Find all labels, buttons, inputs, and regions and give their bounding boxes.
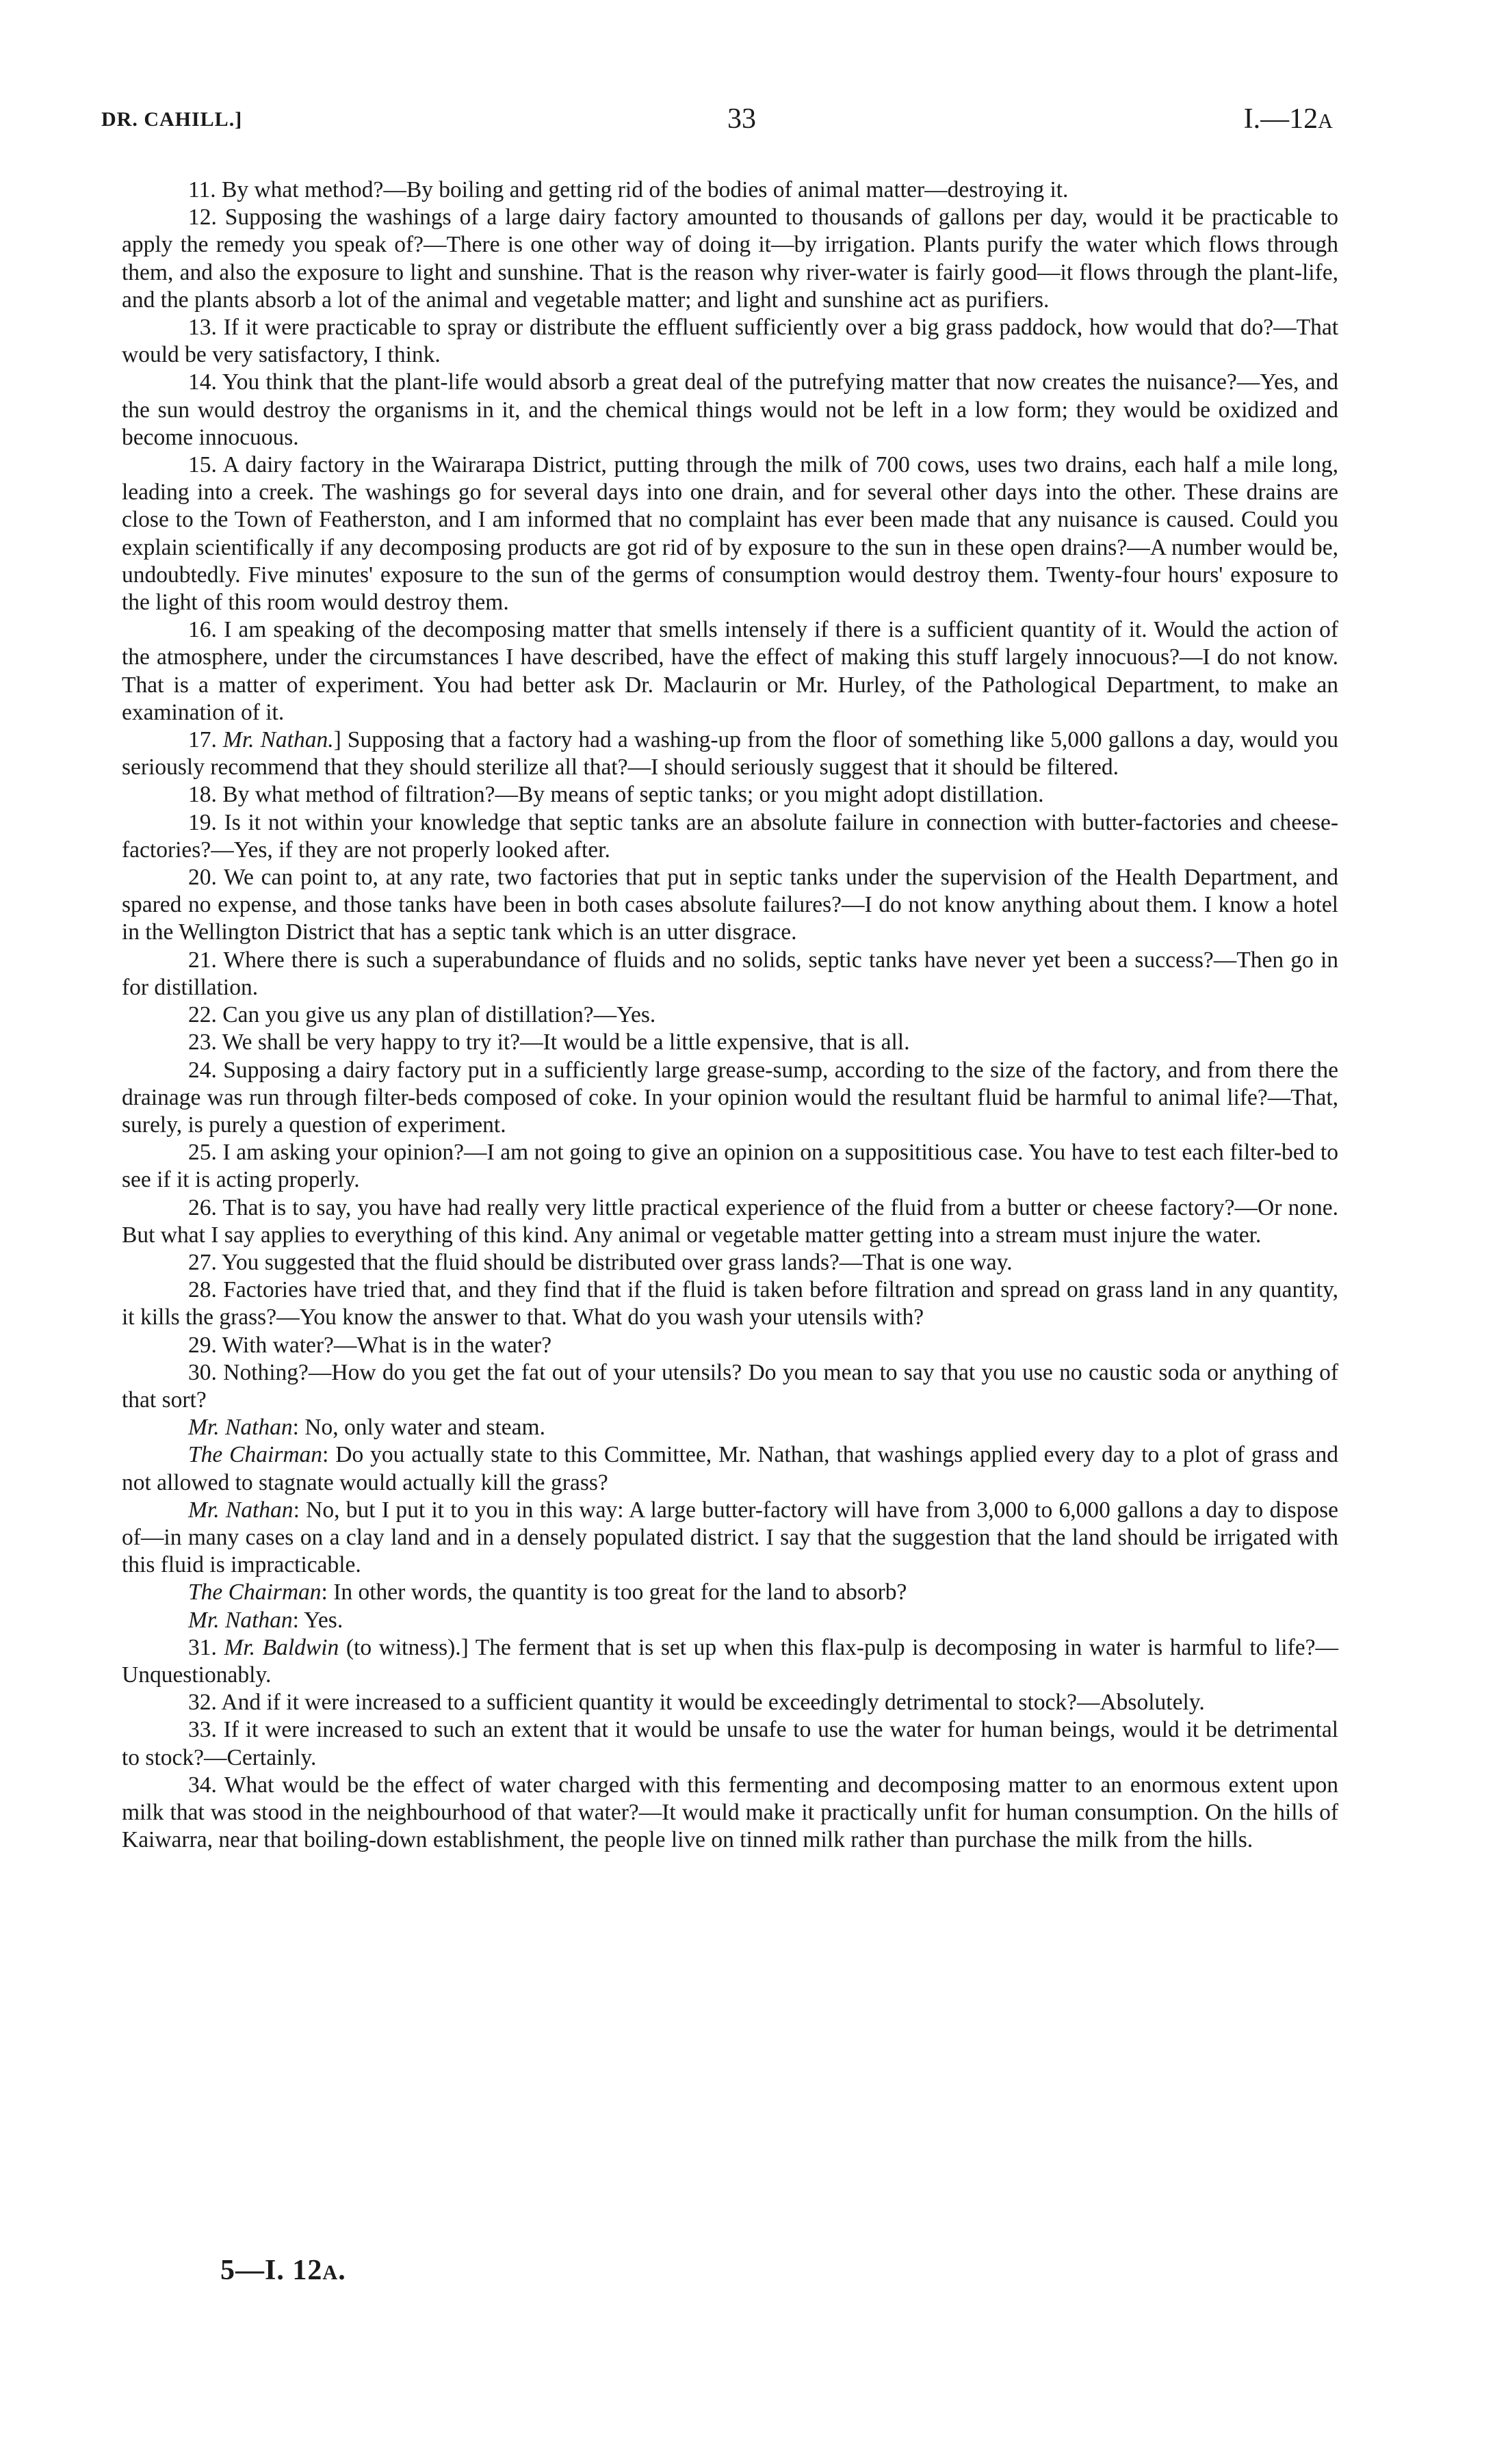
paragraph-text: 14. You think that the plant-life would absorb a great deal of the putrefying matter that now creates the nuisance?—Yes, and the sun would destroy the organisms in it, and the chemical things would not be left in a low form; they would be oxidized and become innocuous.: [122, 369, 1338, 450]
testimony-paragraph: [122, 1441, 1338, 1496]
paragraph-text: No, but I put it to you in this way: A large butter-factory will have from 3,000 to 6,000 gallons a day to dispose of—in many cases on a clay land and in a densely populated district. I say that the suggestion that the land should be irrigated with this fluid is impracticable.: [122, 1497, 1338, 1578]
page-number: 33: [727, 103, 756, 135]
paragraph-text: Do you actually state to this Committee, Mr. Nathan, that washings applied every day to a plot of grass and not allowed to stagnate would actually kill the grass?: [122, 1442, 1338, 1495]
testimony-paragraph: [122, 1276, 1338, 1331]
testimony-paragraph: [122, 204, 1338, 314]
paragraph-text: Yes.: [298, 1607, 343, 1633]
paragraph-text: 34. What would be the effect of water charged with this fermenting and decomposing matter to an enormous extent upon milk that was stood in the neighbourhood of that water?—It would make it practically unfit for human consumption. On the hills of Kaiwarra, near that boiling-down establishment, the people live on tinned milk rather than purchase the milk from the hills.: [122, 1772, 1338, 1853]
testimony-paragraph: [122, 1634, 1338, 1689]
testimony-paragraph: [122, 1689, 1338, 1716]
paragraph-text: 15. A dairy factory in the Wairarapa District, putting through the milk of 700 cows, uses two drains, each half a mile long, leading into a creek. The washings go for several days into one drain, and for several other days into the other. These drains are close to the Town of Featherston, and I am informed that no complaint has ever been made that any nuisance is caused. Could you explain scientifically if any decomposing products are got rid of by exposure to the sun in these open drains?—A number would be, undoubtedly. Five minutes' exposure to the sun of the germs of consumption would destroy them. Twenty-four hours' exposure to the light of this room would destroy them.: [122, 452, 1338, 616]
testimony-paragraph: [122, 616, 1338, 726]
testimony-paragraph: [122, 1057, 1338, 1140]
speaker-label: Mr. Nathan:: [188, 1415, 299, 1441]
paragraph-text: 16. I am speaking of the decomposing matter that smells intensely if there is a sufficient quantity of it. Would the action of the atmosphere, under the circumstances I have described, have the effect of making this stuff largely innocuous?—I do not know. That is a matter of experiment. You had better ask Dr. Maclaurin or Mr. Hurley, of the Pathological Department, to make an examination of it.: [122, 617, 1338, 725]
paragraph-text: 23. We shall be very happy to try it?—It would be a little expensive, that is all.: [188, 1030, 910, 1056]
speaker-label: Mr. Nathan:: [188, 1607, 299, 1633]
testimony-paragraph: [122, 369, 1338, 451]
paragraph-text: 12. Supposing the washings of a large dairy factory amounted to thousands of gallons per day, would it be practicable to apply the remedy you speak of?—There is one other way of doing it—by irrigation. Plants purify the water which flows through them, and also the exposure to light and sunshine. That is the reason why river-water is fairly good—it flows through the plant-life, and the plants absorb a lot of the animal and vegetable matter; and light and sunshine act as purifiers.: [122, 205, 1338, 313]
paragraph-text: 30. Nothing?—How do you get the fat out of your utensils? Do you mean to say that you use no caustic soda or anything of that sort?: [122, 1359, 1338, 1413]
paragraph-text: Supposing that a factory had a washing-up from the floor of something like 5,000 gallons a day, would you seriously recommend that they should sterilize all that?—I should seriously suggest that it should be filtered.: [122, 727, 1339, 781]
speaker-label: The Chairman:: [188, 1442, 329, 1468]
testimony-paragraph: [122, 1001, 1338, 1029]
testimony-paragraph: [122, 1414, 1338, 1441]
speaker-label: The Chairman:: [188, 1580, 328, 1605]
speaker-label: 31. Mr. Baldwin: [188, 1634, 339, 1660]
paragraph-text: 11. By what method?—By boiling and getting rid of the bodies of animal matter—destroying it.: [188, 177, 1069, 202]
testimony-paragraph: [122, 1607, 1338, 1634]
testimony-paragraph: [122, 864, 1338, 947]
paragraph-text: 21. Where there is such a superabundance of fluids and no solids, septic tanks have never yet been a success?—Then go in for distillation.: [122, 947, 1338, 1000]
testimony-paragraph: [122, 809, 1338, 864]
paragraph-text: 28. Factories have tried that, and they find that if the fluid is taken before filtration and spread on grass land in any quantity, it kills the grass?—You know the answer to that. What do you wash your utensils with?: [122, 1277, 1338, 1331]
paragraph-text: 20. We can point to, at any rate, two factories that put in septic tanks under the supervision of the Health Department, and spared no expense, and those tanks have been in both cases absolute failures?—I do not know anything about them. I know a hotel in the Wellington District that has a septic tank which is an utter disgrace.: [122, 865, 1338, 945]
paragraph-text: 26. That is to say, you have had really very little practical experience of the fluid from a butter or cheese factory?—Or none. But what I say applies to everything of this kind. Any animal or vegetable matter getting into a stream must injure the water.: [122, 1194, 1338, 1248]
paragraph-text: 13. If it were practicable to spray or distribute the effluent sufficiently over a big grass paddock, how would that do?—That would be very satisfactory, I think.: [122, 315, 1338, 368]
testimony-paragraph: [122, 1716, 1338, 1771]
speaker-label: 17. Mr. Nathan.]: [188, 727, 341, 753]
testimony-paragraph: [122, 726, 1338, 781]
testimony-paragraph: [122, 781, 1338, 809]
paragraph-text: 18. By what method of filtration?—By means of septic tanks; or you might adopt distillation.: [188, 782, 1044, 808]
paragraph-text: 32. And if it were increased to a sufficient quantity it would be exceedingly detrimental to stock?—Absolutely.: [188, 1690, 1205, 1716]
paragraph-text: 33. If it were increased to such an extent that it would be unsafe to use the water for human beings, would it be detrimental to stock?—Certainly.: [122, 1717, 1338, 1770]
paragraph-text: No, only water and steam.: [298, 1415, 545, 1441]
testimony-paragraph: [122, 1249, 1338, 1276]
testimony-paragraph: [122, 1029, 1338, 1056]
document-reference: I.—12A: [1243, 103, 1333, 135]
testimony-paragraph: [122, 451, 1338, 616]
paragraph-text: 19. Is it not within your knowledge that septic tanks are an absolute failure in connection with butter-factories and cheese-factories?—Yes, if they are not properly looked after.: [122, 809, 1338, 863]
testimony-paragraph: [122, 1579, 1338, 1606]
paragraph-text: 24. Supposing a dairy factory put in a sufficiently large grease-sump, according to the size of the factory, and from there the drainage was run through filter-beds composed of coke. In your opinion would the resultant fluid be harmful to animal life?—That, surely, is purely a question of experiment.: [122, 1057, 1338, 1138]
testimony-paragraph: [122, 1772, 1338, 1854]
paragraph-text: 29. With water?—What is in the water?: [188, 1332, 552, 1358]
header-witness-name: DR. CAHILL.]: [101, 108, 243, 131]
paragraph-text: 27. You suggested that the fluid should be distributed over grass lands?—That is one way.: [188, 1249, 1013, 1275]
page-header: [101, 103, 1333, 144]
testimony-paragraph: [122, 176, 1338, 204]
paragraph-text: (to witness).] The ferment that is set up when this flax-pulp is decomposing in water is harmful to life?—Unquestionably.: [122, 1634, 1339, 1688]
paragraph-text: 25. I am asking your opinion?—I am not going to give an opinion on a supposititious case. You have to test each filter-bed to see if it is acting properly.: [122, 1140, 1338, 1193]
speaker-label: Mr. Nathan:: [188, 1497, 300, 1523]
testimony-paragraph: [122, 1194, 1338, 1249]
testimony-paragraph: [122, 314, 1338, 369]
paragraph-text: In other words, the quantity is too great for the land to absorb?: [327, 1580, 907, 1605]
testimony-paragraph: [122, 1332, 1338, 1359]
testimony-paragraph: [122, 947, 1338, 1001]
testimony-paragraph: [122, 1497, 1338, 1580]
testimony-body: [122, 176, 1338, 1854]
paragraph-text: 22. Can you give us any plan of distillation?—Yes.: [188, 1002, 656, 1028]
testimony-paragraph: [122, 1359, 1338, 1414]
testimony-paragraph: [122, 1139, 1338, 1194]
signature-mark: 5—I. 12A.: [220, 2255, 346, 2286]
